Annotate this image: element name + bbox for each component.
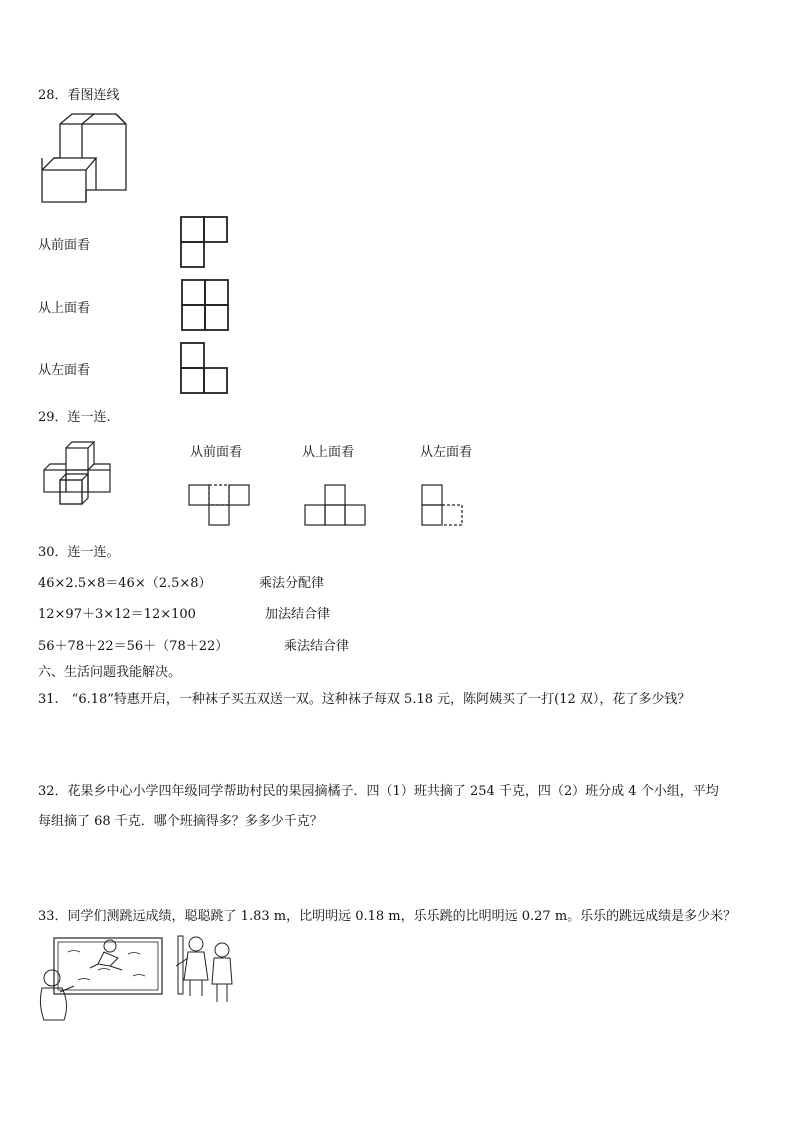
- left-view-shape-icon: [180, 342, 228, 394]
- q28-left-label: 从左面看: [38, 363, 91, 378]
- section-6-title: 六、生活问题我能解决。: [38, 665, 182, 680]
- q29-view-shape-a-icon: [188, 484, 252, 526]
- q32-line-1: 32．花果乡中心小学四年级同学帮助村民的果园摘橘子．四（1）班共摘了 254 千克，四（2）班分成 4 个小组，平均: [38, 784, 719, 799]
- q33-text: 33．同学们测跳远成绩，聪聪跳了 1.83 m，比明明远 0.18 m，乐乐跳的比明明远 0.27 m。乐乐的跳远成绩是多少米？: [38, 909, 737, 924]
- q28-title: 28．看图连线: [38, 88, 120, 103]
- q28-top-label: 从上面看: [38, 301, 91, 316]
- long-jump-illustration: [38, 930, 242, 1026]
- q29-cube-figure: [42, 440, 112, 508]
- q30-title: 30．连一连。: [38, 545, 120, 560]
- q31-text: 31. “6.18”特惠开启，一种袜子买五双送一双。这种袜子每双 5.18 元，陈阿姨买了一打(12 双），花了多少钱？: [38, 692, 691, 707]
- q28-front-label: 从前面看: [38, 238, 91, 253]
- q29-left-label: 从左面看: [420, 445, 473, 460]
- q30-law-1: 乘法分配律: [259, 576, 325, 591]
- q30-law-3: 乘法结合律: [284, 639, 350, 654]
- q29-view-shape-c-icon: [421, 484, 465, 526]
- front-view-shape-icon: [180, 216, 228, 268]
- q29-top-label: 从上面看: [302, 445, 355, 460]
- q32-line-2: 每组摘了 68 千克．哪个班摘得多？多多少千克？: [38, 814, 323, 829]
- top-view-shape-icon: [181, 279, 229, 331]
- q29-front-label: 从前面看: [190, 445, 243, 460]
- q30-law-2: 加法结合律: [265, 607, 331, 622]
- q30-expr-2: 12×97＋3×12＝12×100: [38, 607, 196, 622]
- q29-view-shape-b-icon: [304, 484, 368, 526]
- q30-expr-3: 56＋78＋22＝56＋（78＋22）: [38, 639, 229, 654]
- q30-expr-1: 46×2.5×8＝46×（2.5×8）: [38, 576, 212, 591]
- q28-cube-figure: [40, 112, 132, 206]
- q29-title: 29．连一连.: [38, 410, 111, 425]
